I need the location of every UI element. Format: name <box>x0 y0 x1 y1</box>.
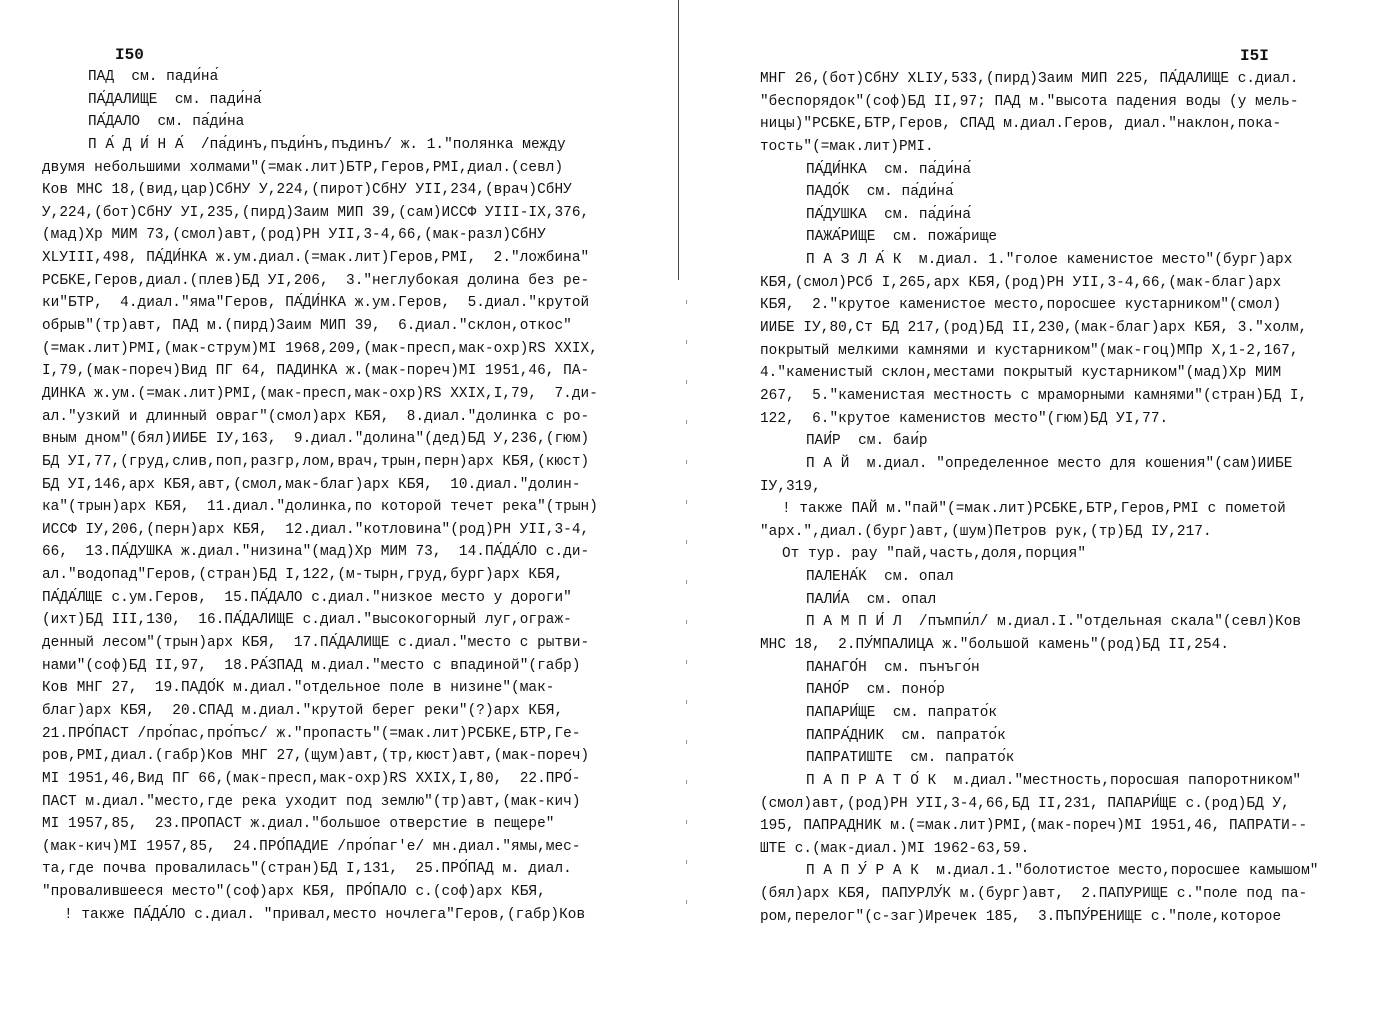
text-line: IУ,319, <box>760 478 821 495</box>
text-line: ПА́ДУШКА см. па́ди́на́ <box>806 206 972 223</box>
text-line: денный лесом"(трын)арх КБЯ, 17.ПА́ДАЛИЩЕ с.диал."место с рытви- <box>42 635 590 652</box>
text-line: П А П У́ Р А К м.диал.1."болотистое место,поросшее камышом" <box>806 863 1319 880</box>
text-line: ! также ПА́ДА́ЛО с.диал. "привал,место ночлега"Геров,(габр)Ков <box>64 906 586 923</box>
text-line: ром,перелог"(с-заг)Иречек 185, 3.ПЪПУ́РЕНИЩЕ с."поле,которое <box>760 908 1282 925</box>
text-line: ПА́ДАЛО см. па́ди́на <box>88 114 245 131</box>
text-line: обрыв"(тр)авт, ПАД м.(пирд)Заим МИП 39, 6.диал."склон,откос" <box>42 318 572 335</box>
text-line: ПАИ́Р см. баи́р <box>806 433 928 450</box>
text-line: MI 1957,85, 23.ПРОПАСТ ж.диал."большое отверстие в пещере" <box>42 816 555 833</box>
text-line: ПА́ДИ́НКА см. па́ди́на́ <box>806 161 972 178</box>
text-line: ал."водопад"Геров,(стран)БД I,122,(м-тырн,груд,бург)арх КБЯ, <box>42 567 564 584</box>
text-line: КБЯ, 2."крутое каменистое место,поросшее кустарником"(смол) <box>760 297 1282 314</box>
text-line: КБЯ,(смол)РСб I,265,арх КБЯ,(род)РН УII,3-4,66,(мак-благ)арх <box>760 274 1282 291</box>
text-line: ИССФ IУ,206,(перн)арх КБЯ, 12.диал."котловина"(род)РН УII,3-4, <box>42 521 590 538</box>
text-line: I,79,(мак-пореч)Вид ПГ 64, ПАДИНКА ж.(мак-пореч)MI 1951,46, ПА- <box>42 363 590 380</box>
text-line: ки"БТР, 4.диал."яма"Геров, ПА́ДИ́НКА ж.ум.Геров, 5.диал."крутой <box>42 295 590 312</box>
text-line: ПАНО́Р см. поно́р <box>806 682 945 699</box>
text-line: "провалившееся место"(соф)арх КБЯ, ПРО́ПАЛО с.(соф)арх КБЯ, <box>42 884 546 901</box>
text-line: РСБКЕ,Геров,диал.(плев)БД УI,206, 3."неглубокая долина без ре- <box>42 272 590 289</box>
text-line: МНГ 26,(бот)СбНУ XLIУ,533,(пирд)Заим МИП 225, ПА́ДАЛИЩЕ с.диал. <box>760 71 1299 87</box>
text-line: ПАДО́К см. па́ди́на́ <box>806 184 954 201</box>
text-line: "беспорядок"(соф)БД II,97; ПАД м."высота падения воды (у мель- <box>760 93 1299 110</box>
text-line: та,где почва провалилась"(стран)БД I,131, 25.ПРО́ПАД м. диал. <box>42 861 572 878</box>
text-line: П А П Р А Т О́ К м.диал."местность,поросшая папоротником" <box>806 772 1302 789</box>
text-line: От тур. pay "пай,часть,доля,порция" <box>782 546 1087 563</box>
text-line: ! также ПАЙ м."пай"(=мак.лит)РСБКЕ,БТР,Геров,РМI с пометой <box>782 501 1286 518</box>
text-line: ПА́ДАЛИЩЕ см. пади́на́ <box>88 91 262 108</box>
text-line: ПА́ДА́ЛЩЕ с.ум.Геров, 15.ПА́ДАЛО с.диал."низкое место у дороги" <box>42 589 572 606</box>
text-line: (смол)авт,(род)РН УII,3-4,66,БД II,231, ПАПАРИ́ЩЕ с.(род)БД У, <box>760 795 1290 812</box>
text-line: ров,РМI,диал.(габр)Ков МНГ 27,(щум)авт,(тр,кюст)авт,(мак-пореч) <box>42 748 590 765</box>
text-line: ка"(трын)арх КБЯ, 11.диал."долинка,по которой течет река"(трын) <box>42 499 598 516</box>
page-fold-line <box>678 0 679 280</box>
text-line: 21.ПРО́ПАСТ /про́пас,про́пъс/ ж."пропасть"(=мак.лит)РСБКЕ,БТР,Ге- <box>42 725 581 742</box>
text-line: ПАД см. пади́на́ <box>88 69 219 85</box>
page-gutter-marks <box>686 300 687 920</box>
text-line: Ков МНС 18,(вид,цар)СбНУ У,224,(пирот)СбНУ УII,234,(врач)СбНУ <box>42 182 572 199</box>
text-line: двумя небольшими холмами"(=мак.лит)БТР,Геров,РМI,диал.(севл) <box>42 159 564 176</box>
text-line: 267, 5."каменистая местность с мраморными камнями"(стран)БД I, <box>760 387 1308 404</box>
text-line: (бял)арх КБЯ, ПАПУРЛУ́К м.(бург)авт, 2.ПАПУРИЩЕ с."поле под па- <box>760 886 1308 903</box>
left-page <box>42 0 642 1025</box>
text-line: 195, ПАПРАДНИК м.(=мак.лит)РМI,(мак-пореч)MI 1951,46, ПАПРАТИ-- <box>760 818 1308 835</box>
text-line: ПАЛЕНА́К см. опал <box>806 569 954 586</box>
text-line: ницы)"РСБКЕ,БТР,Геров, СПАД м.диал.Геров, диал."наклон,пока- <box>760 116 1282 133</box>
text-line: ПАПАРИ́ЩЕ см. папрато́к <box>806 704 998 721</box>
text-line: ПАПРА́ДНИК см. папрато́к <box>806 727 1006 744</box>
text-line: ал."узкий и длинный овраг"(смол)арх КБЯ, 8.диал."долинка с ро- <box>42 408 590 425</box>
text-line: благ)арх КБЯ, 20.СПАД м.диал."крутой берег реки"(?)арх КБЯ, <box>42 702 564 719</box>
text-line: Ков МНГ 27, 19.ПАДО́К м.диал."отдельное поле в низине"(мак- <box>42 680 555 697</box>
text-line: (мак-кич)MI 1957,85, 24.ПРО́ПАДИЕ /про́паг'е/ мн.диал."ямы,мес- <box>42 838 581 855</box>
text-line: MI 1951,46,Вид ПГ 66,(мак-пресп,мак-охр)RS XXIX,I,80, 22.ПРО́- <box>42 770 581 787</box>
text-line: нами"(соф)БД II,97, 18.РА́ЗПАД м.диал."место с впадиной"(габр) <box>42 657 581 674</box>
text-line: "арх.",диал.(бург)авт,(шум)Петров рук,(тр)БД IУ,217. <box>760 523 1212 540</box>
text-line: ПАПРАТИШТЕ см. папрато́к <box>806 750 1015 767</box>
text-line: П А́ Д И́ Н А́ /па́динъ,пъди́нъ,пъдинъ/ ж. 1."полянка между <box>88 136 566 153</box>
text-line: ИИБЕ IУ,80,Ст БД 217,(род)БД II,230,(мак-благ)арх КБЯ, 3."холм, <box>760 320 1308 337</box>
text-line: БД УI,146,арх КБЯ,авт,(смол,мак-благ)арх КБЯ, 10.диал."долин- <box>42 476 581 493</box>
text-line: 122, 6."крутое каменистов место"(гюм)БД УI,77. <box>760 410 1169 427</box>
text-line: БД УI,77,(груд,слив,поп,разгр,лом,врач,трын,перн)арх КБЯ,(кюст) <box>42 453 590 470</box>
text-line: ПАСТ м.диал."место,где река уходит под землю"(тр)авт,(мак-кич) <box>42 793 581 810</box>
text-line: XLУIII,498, ПА́ДИ́НКА ж.ум.диал.(=мак.лит)Геров,РМI, 2."ложбина" <box>42 250 590 267</box>
text-line: МНС 18, 2.ПУ́МПАЛИЦА ж."большой камень"(род)БД II,254. <box>760 637 1230 654</box>
text-line: (ихт)БД III,130, 16.ПА́ДАЛИЩЕ с.диал."высокогорный луг,ограж- <box>42 612 572 629</box>
text-line: тость"(=мак.лит)РМI. <box>760 138 934 155</box>
text-line: П А Й м.диал. "определенное место для кошения"(сам)ИИБЕ <box>806 455 1293 472</box>
text-line: 66, 13.ПА́ДУШКА ж.диал."низина"(мад)Хр МИМ 73, 14.ПА́ДА́ЛО с.ди- <box>42 544 590 561</box>
text-line: П А М П И́ Л /пъмпи́л/ м.диал.I."отдельная скала"(севл)Ков <box>806 614 1302 631</box>
page-number: I5I <box>1240 47 1269 65</box>
text-line: ПАЛИ́А см. опал <box>806 591 937 608</box>
text-line: У,224,(бот)СбНУ УI,235,(пирд)Заим МИП 39,(сам)ИССФ УIII-IX,376, <box>42 204 590 221</box>
right-page <box>760 0 1360 1025</box>
text-line: покрытый мелкими камнями и кустарником"(мак-гоц)МПр X,1-2,167, <box>760 342 1299 359</box>
page-text <box>760 68 1318 928</box>
text-line: (=мак.лит)РМI,(мак-струм)MI 1968,209,(мак-пресп,мак-охр)RS XXIX, <box>42 340 598 357</box>
page-number: I50 <box>115 46 144 64</box>
text-line: ПАЖА́РИЩЕ см. пожа́рище <box>806 229 998 246</box>
text-line: вным дном"(бял)ИИБЕ IУ,163, 9.диал."долина"(дед)БД У,236,(гюм) <box>42 431 590 448</box>
text-line: П А З Л А́ К м.диал. 1."голое каменистое место"(бург)арх <box>806 252 1293 269</box>
text-line: ДИНКА ж.ум.(=мак.лит)РМI,(мак-пресп,мак-охр)RS XXIX,I,79, 7.ди- <box>42 385 598 402</box>
text-line: (мад)Хр МИМ 73,(смол)авт,(род)РН УII,3-4,66,(мак-разл)СбНУ <box>42 227 546 244</box>
text-line: 4."каменистый склон,местами покрытый кустарником"(мад)Хр МИМ <box>760 365 1282 382</box>
page-text <box>42 66 598 926</box>
text-line: ШТЕ с.(мак-диал.)MI 1962-63,59. <box>760 840 1030 857</box>
text-line: ПАНАГО́Н см. пънъго́н <box>806 659 980 676</box>
